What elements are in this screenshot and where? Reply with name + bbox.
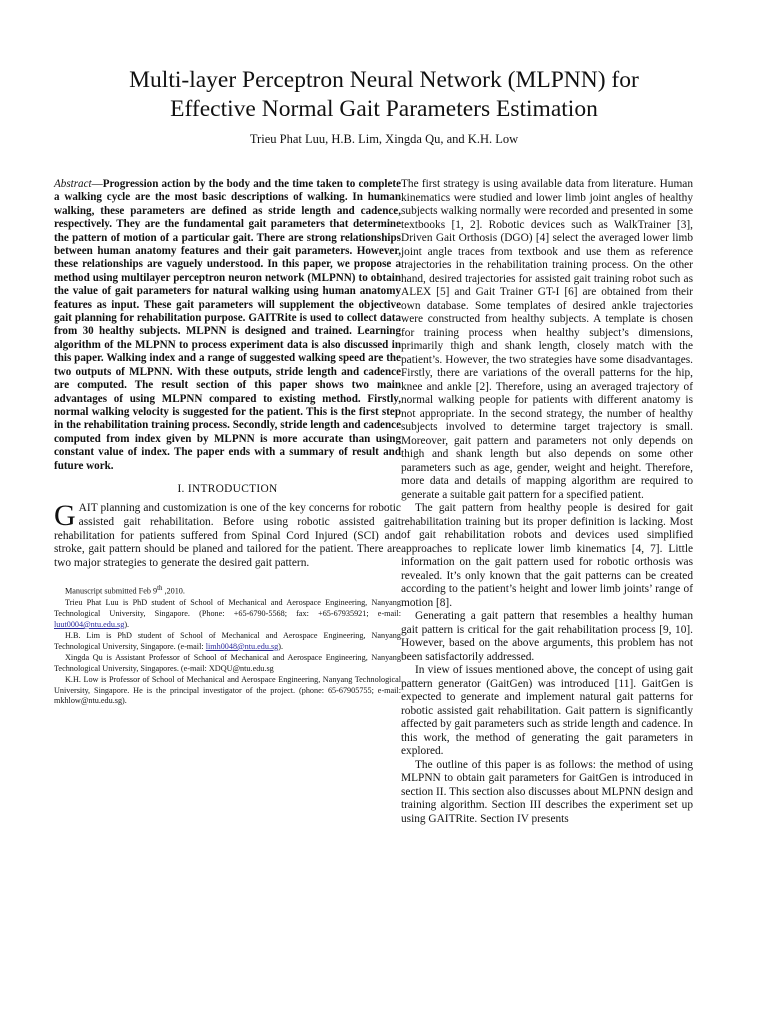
footnote-author-luu <box>54 598 401 631</box>
left-column <box>54 178 401 707</box>
author-list: Trieu Phat Luu, H.B. Lim, Xingda Qu, and K.H. Low <box>249 132 519 146</box>
footnote-author-low: K.H. Low is Professor of School of Mechanical and Aerospace Engineering, Nanyang Technological University, Singapore. He is the principal investigator of the project. (phone: 65-67905755; e-mail: mkhlow@ntu.edu.sg). <box>54 674 401 706</box>
body-paragraph-2: The gait pattern from healthy people is desired for gait rehabilitation training but its proper definition is lacking. Most of gait rehabilitation robots and devices used simplified approaches to replicate lower limb kinematics [4, 7]. Little information on the gait pattern used for robotic orthosis was revealed. It’s only known that the gait patterns can be created according to the patient’s height and lower limb joints’ range of motion [8]. <box>401 502 693 609</box>
body-paragraph-1: The first strategy is using available data from literature. Human kinematics were studied and lower limb joint angles of healthy subjects walking normally were recorded and presented in some textbooks [1, 2]. Robotic devices such as WalkTrainer [3], Driven Gait Orthosis (DGO) [4] select the averaged lower limb joint angle traces from textbook and use them as reference trajectories in the rehabilitation training process. On the other hand, desired trajectories for assisted gait training robot such as ALEX [5] and Gait Trainer GT-I [6] are obtained from their own database. Some templates of desired ankle trajectories were constructed from healthy subjects. A template is chosen for training process when healthy subject’s dimensions, primarily thigh and shank length, closely match with the patient’s. However, the two strategies have some disadvantages. Firstly, there are variations of the overall patterns for the hip, knee and ankle [2]. Therefore, using an averaged trajectory of normal walking people for patients with different anatomy is not appropriate. In the second strategy, the number of healthy subjects involved to determine target trajectory is small. Moreover, gait pattern and parameters not only depends on thigh and shank length but also depends on some other parameters such as age, gender, weight and height. Therefore, more data and details of mapping algorithm are required to generate a suitable gait pattern for a specified patient. <box>401 178 693 501</box>
section-heading-introduction: I. INTRODUCTION <box>177 482 278 495</box>
footnotes <box>54 584 401 707</box>
intro-paragraph <box>54 499 401 570</box>
footnote-manuscript-tail: ,2010. <box>162 586 185 596</box>
right-column <box>401 178 693 826</box>
footnote-author-qu: Xingda Qu is Assistant Professor of School of Mechanical and Aerospace Engineering, Nanyang Technological University, Singapores. (e-mail: XDQU@ntu.edu.sg <box>54 652 401 673</box>
body-paragraph-4: In view of issues mentioned above, the concept of using gait pattern generator (GaitGen) was introduced [11]. GaitGen is expected to generate and implement natural gait patterns for robotic assisted gait rehabilitation. Gait pattern is significantly affected by gait parameters such as stride length and cadence. In this work, the method of generating the gait parameters in explored. <box>401 664 693 757</box>
abstract <box>54 178 401 473</box>
intro-text: AIT planning and customization is one of the key concerns for robotic assisted gait rehabilitation. Before using robotic assisted gait rehabilitation for patients suffered from Spinal Cord Injured (SCI) and stroke, gait pattern should be planed and tailored for the patient. There are two major strategies to generate the desired gait pattern. <box>54 502 401 569</box>
abstract-label: Abstract <box>54 178 92 190</box>
footnote-superscript: th <box>157 585 163 593</box>
footnote-lim-tail: ). <box>278 641 284 651</box>
footnote-manuscript <box>54 584 401 598</box>
email-link-lim[interactable]: limh0048@ntu.edu.sg <box>205 641 279 651</box>
title-line-1: Multi-layer Perceptron Neural Network (MLPNN) for <box>129 67 639 93</box>
body-paragraph-5: The outline of this paper is as follows: the method of using MLPNN to obtain gait parameters for GaitGen is introduced in section II. This section also discusses about MLPNN design and training algorithm. Section III describes the experiment set up using GAITRite. Section IV presents <box>401 758 693 825</box>
paper-title <box>60 66 708 123</box>
footnote-author-lim <box>54 631 401 653</box>
footnote-luu-text: Trieu Phat Luu is PhD student of School of Mechanical and Aerospace Engineering, Nanyang Technological University, Singapore. (Phone: +65-6790-5568; fax: +65-67935921; e-mail: <box>54 597 401 618</box>
abstract-dash: — <box>91 178 103 190</box>
drop-cap: G <box>54 499 76 533</box>
body-paragraph-3: Generating a gait pattern that resembles a healthy human gait pattern is critical for the gait rehabilitation process [9, 10]. However, based on the above arguments, this problem has not been satisfactorily addressed. <box>401 610 693 663</box>
footnote-luu-tail: ). <box>124 619 130 629</box>
footnote-manuscript-text: Manuscript submitted Feb 9 <box>65 586 158 596</box>
footnote-lim-text: H.B. Lim is PhD student of School of Mechanical and Aerospace Engineering, Nanyang Technological University, Singapore. (e-mail: <box>54 630 401 651</box>
title-line-2: Effective Normal Gait Parameters Estimation <box>170 95 598 122</box>
abstract-text: Progression action by the body and the time taken to complete a walking cycle are the most basic descriptions of walking. In human walking, these parameters are defined as stride length and cadence, respectively. They are the fundamental gait parameters that determine the pattern of motion of a particular gait. There are strong relationships between human anatomy features and their gait parameters. However, these relationships are vaguely understood. In this paper, we propose a method using multilayer perceptron neuron network (MLPNN) to obtain the value of gait parameters for natural walking using human anatomy features as input. These gait parameters will supplement the objective gait planning for rehabilitation purpose. GAITRite is used to collect data from 30 healthy subjects. MLPNN is designed and trained. Learning algorithm of the MLPNN to process experiment data is also discussed in this paper. Walking index and a range of suggested walking speed are the two outputs of MLPNN. With these outputs, stride length and cadence are computed. The result section of this paper shows two main advantages of using MLPNN compared to existing method. Firstly, normal walking velocity is suggested for the patient. This is the first step in the rehabilitation training process. Secondly, stride length and cadence computed from index given by MLPNN is more accurate than using constant value of index. The paper ends with a summary of result and future work. <box>54 178 401 472</box>
email-link-luu[interactable]: luut0004@ntu.edu.sg <box>54 619 125 629</box>
